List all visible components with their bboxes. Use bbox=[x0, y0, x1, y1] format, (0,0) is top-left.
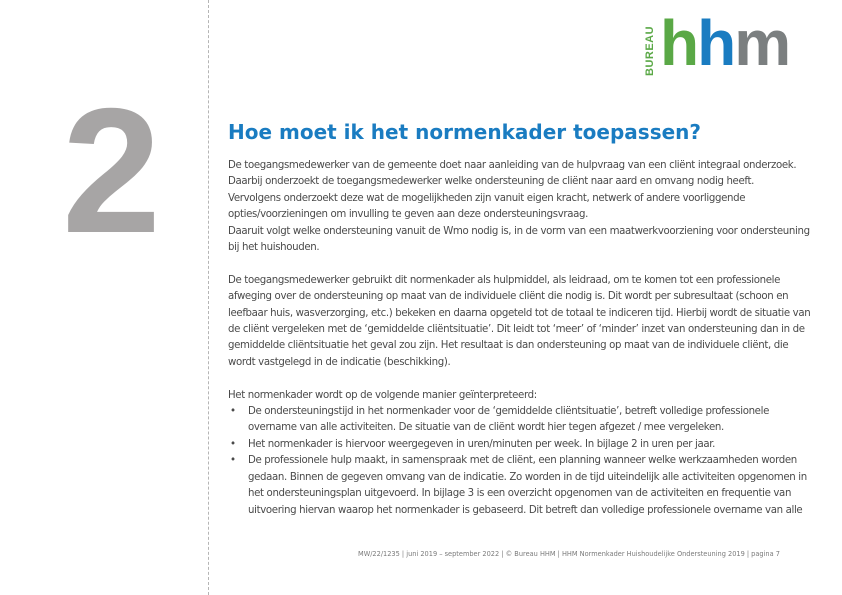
logo-letter: h bbox=[660, 7, 698, 79]
text-line: afweging over de ondersteuning op maat van de individuele cliënt die nodig is. Dit wordt per subresultaat (schoon en bbox=[228, 291, 789, 303]
bullet-list bbox=[228, 404, 807, 519]
list-item bbox=[228, 437, 788, 453]
page-title: Hoe moet ik het normenkader toepassen? bbox=[228, 120, 701, 144]
list-item bbox=[228, 404, 788, 437]
text-line: De toegangsmedewerker gebruikt dit normenkader als hulpmiddel, als leidraad, om te komen tot een professionele bbox=[228, 274, 781, 286]
text-line: bij het huishouden. bbox=[228, 242, 320, 254]
list-intro: Het normenkader wordt op de volgende manier geïnterpreteerd: bbox=[228, 389, 537, 401]
logo-letter: h bbox=[697, 7, 735, 79]
list-item bbox=[228, 453, 807, 519]
text-line: opties/voorzieningen om invulling te geven aan deze ondersteuningsvraag. bbox=[228, 209, 589, 221]
page-divider bbox=[208, 0, 209, 595]
text-line: gemiddelde cliëntsituatie het geval zou zijn. Het resultaat is dan ondersteuning op maat van de individuele cliënt, die bbox=[228, 340, 789, 352]
text-line: Vervolgens onderzoekt deze wat de mogelijkheden zijn vanuit eigen kracht, netwerk of andere voorliggende bbox=[228, 192, 746, 204]
text-line: overname van alle activiteiten. De situatie van de cliënt wordt hier tegen afgezet / mee vergeleken. bbox=[248, 422, 724, 434]
body-content bbox=[228, 158, 811, 519]
logo-letters bbox=[660, 7, 790, 79]
text-line: gedaan. Binnen de gegeven omvang van de indicatie. Zo worden in de tijd uiteindelijk alle activiteiten opgenomen in bbox=[248, 471, 807, 483]
bureau-hhm-logo bbox=[644, 7, 790, 80]
text-line: het ondersteuningsplan uitgevoerd. In bijlage 3 is een overzicht opgenomen van de activiteiten en frequentie van bbox=[248, 488, 792, 500]
logo-letter: m bbox=[734, 7, 790, 79]
text-line: Daaruit volgt welke ondersteuning vanuit de Wmo nodig is, in de vorm van een maatwerkvoorziening voor ondersteuning bbox=[228, 225, 810, 237]
text-line: • De ondersteuningstijd in het normenkader voor de ‘gemiddelde cliëntsituatie’, betreft volledige professionele bbox=[248, 406, 769, 418]
text-line: de cliënt vergeleken met de ‘gemiddelde cliëntsituatie’. Dit leidt tot ‘meer’ of ‘minder’ inzet van ondersteuning dan in de bbox=[228, 324, 805, 336]
paragraph bbox=[228, 273, 811, 371]
text-line: Daarbij onderzoekt de toegangsmedewerker welke ondersteuning de cliënt naar aard en omvang nodig heeft. bbox=[228, 176, 754, 188]
paragraph bbox=[228, 158, 810, 256]
text-line: uitvoering hiervan waarop het normenkader is gebaseerd. Dit betreft dan volledige professionele overname van alle bbox=[248, 504, 803, 516]
text-line: wordt vastgelegd in de indicatie (beschikking). bbox=[228, 356, 451, 368]
page-footer: MW/22/1235 | juni 2019 – september 2022 | © Bureau HHM | HHM Normenkader Huishoudelijke Ondersteuning 2019 | pagina 7 bbox=[358, 550, 780, 558]
logo-bureau-text: BUREAU bbox=[644, 25, 656, 76]
text-line: leefbaar huis, wasverzorging, etc.) bekeken en daarna opgeteld tot de totaal te indiceren tijd. Hierbij wordt de situatie van bbox=[228, 307, 811, 319]
chapter-number: 2 bbox=[62, 71, 157, 270]
text-line: De toegangsmedewerker van de gemeente doet naar aanleiding van de hulpvraag van een cliënt integraal onderzoek. bbox=[228, 160, 797, 171]
text-line: • Het normenkader is hiervoor weergegeven in uren/minuten per week. In bijlage 2 in uren per jaar. bbox=[248, 438, 716, 450]
text-line: • De professionele hulp maakt, in samenspraak met de cliënt, een planning wanneer welke werkzaamheden worden bbox=[248, 455, 797, 467]
